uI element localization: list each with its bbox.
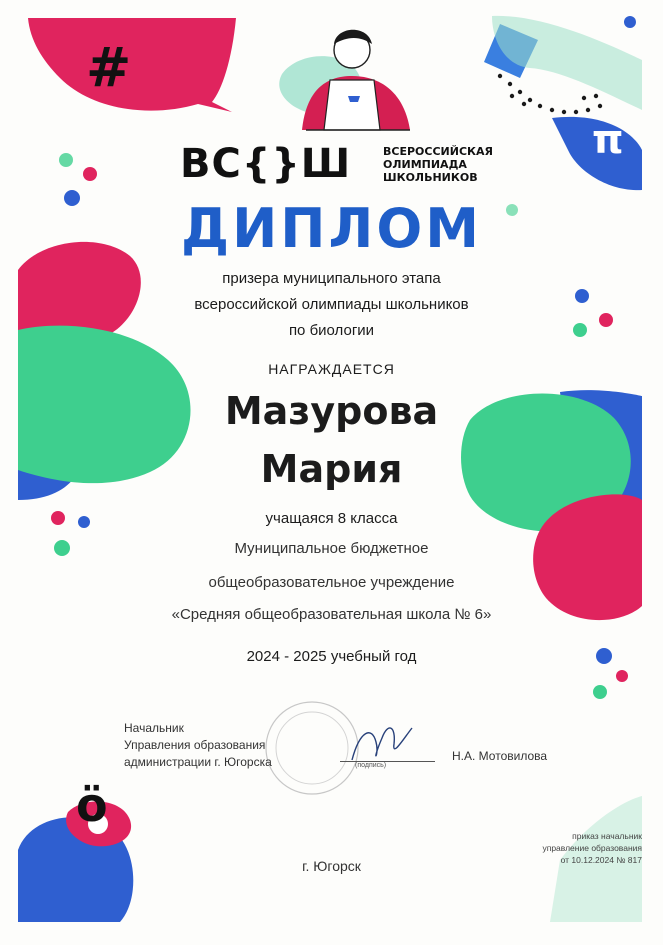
subtitle-line-3: по биологии [288,322,375,339]
city: г. Югорск [302,858,361,874]
signer-position-line-2: Управления образования [124,738,266,752]
recipient-grade: учащаяся 8 класса [265,510,398,527]
signer-position [124,720,272,771]
handwritten-signature [352,728,412,760]
pi-icon: π [592,117,624,163]
logo-caption-line-2: ОЛИМПИАДА [383,158,467,171]
order-line-2: управление образования [542,843,642,853]
olympiad-logo-abbr: ВС{}Ш [180,141,352,187]
diploma-title: ДИПЛОМ [181,197,482,260]
subtitle-line-2: всероссийской олимпиады школьников [194,296,469,313]
order-line-3: от 10.12.2024 № 817 [560,855,642,865]
recipient-first-name: Мария [260,447,403,491]
signer-name: Н.А. Мотовилова [452,749,548,763]
signer-position-line-3: администрации г. Югорска [124,755,272,769]
student-badge [348,96,360,102]
o-umlaut-icon: ö [76,778,108,832]
school-line-1: Муниципальное бюджетное [234,540,429,557]
stamp-inner-circle [276,712,348,784]
school-line-3: «Средняя общеобразовательная школа № 6» [171,606,492,623]
order-reference [520,830,642,866]
school-line-2: общеобразовательное учреждение [208,574,455,591]
hashtag-icon: # [86,36,132,99]
stamp-circle [266,702,358,794]
signer-position-line-1: Начальник [124,721,184,735]
order-line-1: приказ начальник [572,831,642,841]
hashtag-bubble-shape [28,18,236,112]
awarded-label: НАГРАЖДАЕТСЯ [268,361,395,377]
top-right-green-arc [492,16,642,110]
subtitle-line-1: призера муниципального этапа [222,270,441,287]
signature-caption: (подпись) [355,762,387,769]
logo-caption-line-3: ШКОЛЬНИКОВ [383,171,478,184]
student-vest [324,80,380,130]
olympiad-logo-caption [383,145,493,184]
academic-year: 2024 - 2025 учебный год [246,648,417,665]
logo-caption-line-1: ВСЕРОССИЙСКАЯ [383,145,493,158]
recipient-surname: Мазурова [224,389,439,433]
